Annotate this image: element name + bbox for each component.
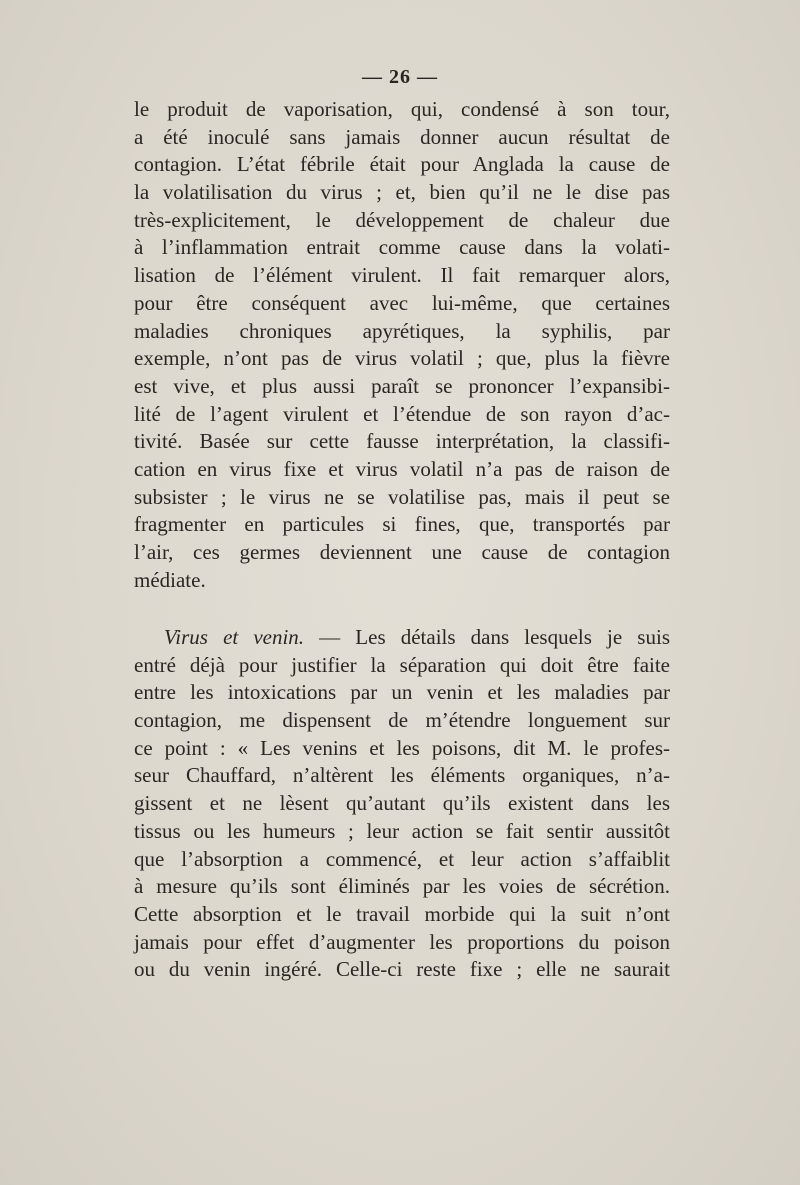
text-line: ce point : « Les venins et les poisons, dit M. le profes- bbox=[134, 735, 670, 760]
text-line: subsister ; le virus ne se volatilise pas, mais il peut se bbox=[134, 484, 670, 509]
text-line: gissent et ne lèsent qu’autant qu’ils existent dans les bbox=[134, 791, 670, 816]
text-line: maladies chroniques apyrétiques, la syphilis, par bbox=[134, 318, 670, 343]
text-line: fragmenter en particules si fines, que, transportés par bbox=[134, 512, 670, 537]
text-line: entré déjà pour justifier la séparation qui doit être faite bbox=[134, 652, 670, 677]
text-line: contagion. L’état fébrile était pour Anglada la cause de bbox=[134, 152, 670, 177]
text-line: tissus ou les humeurs ; leur action se fait sentir aussitôt bbox=[134, 818, 670, 843]
text-line: à l’inflammation entrait comme cause dans la volati- bbox=[134, 235, 670, 260]
text-line: l’air, ces germes deviennent une cause de contagion bbox=[134, 540, 670, 564]
text-line: a été inoculé sans jamais donner aucun résultat de bbox=[134, 124, 670, 149]
text-line: contagion, me dispensent de m’étendre longuement sur bbox=[134, 708, 670, 733]
text-line: est vive, et plus aussi paraît se prononcer l’expansibi- bbox=[134, 373, 670, 398]
text-line: très-explicitement, le développement de chaleur due bbox=[134, 207, 670, 232]
text-line-first bbox=[134, 624, 670, 652]
text-line: jamais pour effet d’augmenter les proportions du poison bbox=[134, 929, 670, 954]
text-line: pour être conséquent avec lui-même, que certaines bbox=[134, 290, 670, 315]
text-line: Cette absorption et le travail morbide qui la suit n’ont bbox=[134, 901, 670, 926]
text-line: cation en virus fixe et virus volatil n’a pas de raison de bbox=[134, 456, 670, 481]
text-line: entre les intoxications par un venin et les maladies par bbox=[134, 680, 670, 705]
section-heading: Virus et venin. bbox=[164, 625, 305, 649]
text-line-rest: — Les détails dans lesquels je suis bbox=[304, 625, 670, 649]
text-line: tivité. Basée sur cette fausse interprétation, la classifi- bbox=[134, 429, 670, 454]
text-line: ou du venin ingéré. Celle-ci reste fixe ; elle ne saurait bbox=[134, 957, 670, 982]
text-line: à mesure qu’ils sont éliminés par les voies de sécrétion. bbox=[134, 874, 670, 899]
page-number: — 26 — bbox=[362, 66, 438, 88]
text-line: seur Chauffard, n’altèrent les éléments organiques, n’a- bbox=[134, 763, 670, 788]
text-line: le produit de vaporisation, qui, condensé à son tour, bbox=[134, 97, 670, 121]
paragraph-1 bbox=[134, 96, 670, 594]
text-line: que l’absorption a commencé, et leur action s’affaiblit bbox=[134, 846, 670, 871]
text-line: lisation de l’élément virulent. Il fait remarquer alors, bbox=[134, 263, 670, 288]
paragraph-2 bbox=[134, 624, 670, 984]
text-line: exemple, n’ont pas de virus volatil ; que, plus la fièvre bbox=[134, 346, 670, 371]
text-line: lité de l’agent virulent et l’étendue de son rayon d’ac- bbox=[134, 401, 670, 426]
text-line: la volatilisation du virus ; et, bien qu’il ne le dise pas bbox=[134, 180, 670, 205]
text-line: médiate. bbox=[134, 567, 206, 592]
